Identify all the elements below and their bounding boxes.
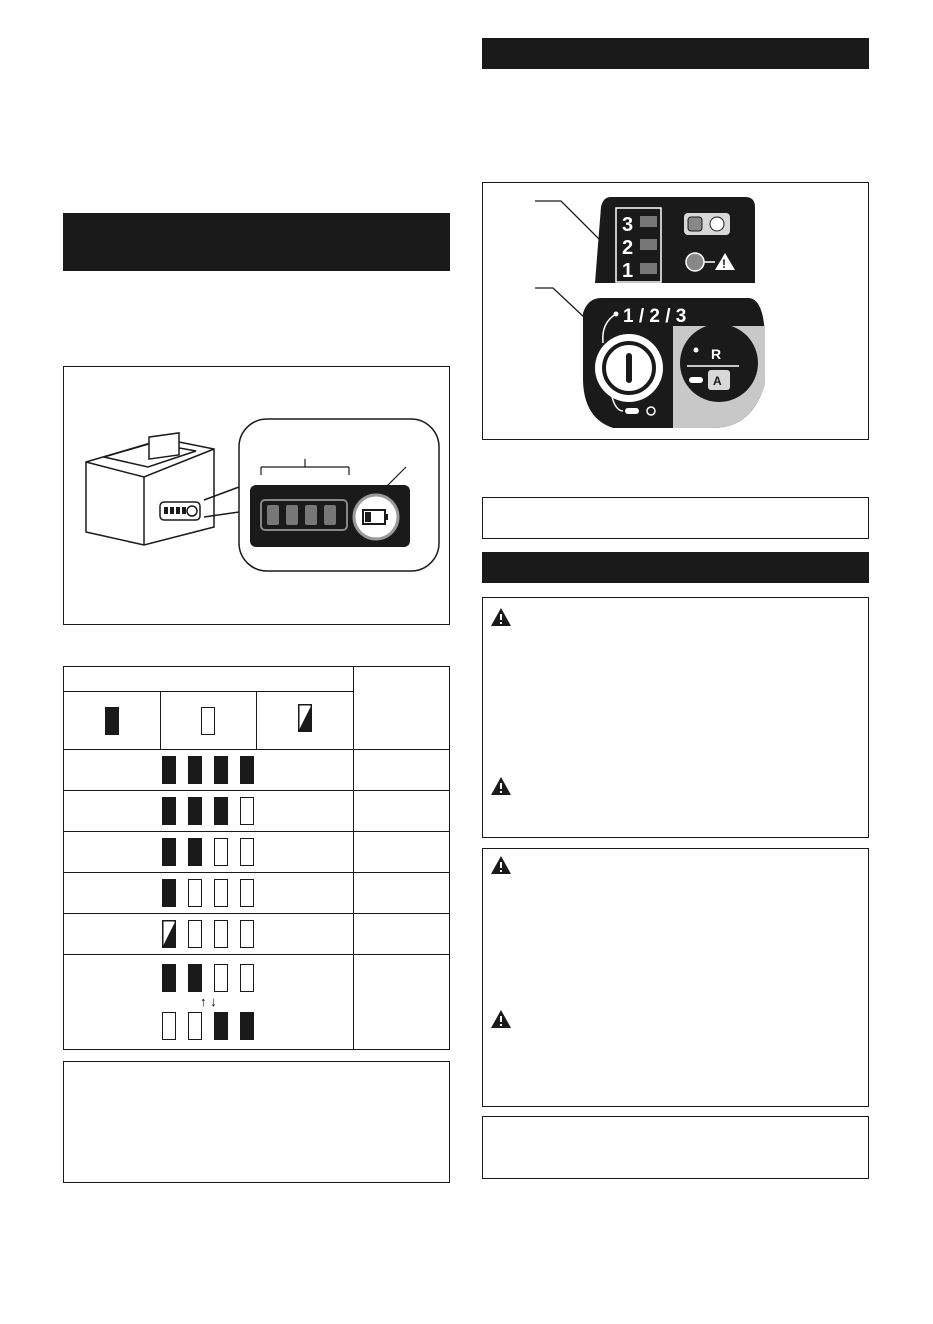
section-heading-bar-left: [63, 213, 450, 271]
table-header-remaining: [353, 667, 449, 750]
warning-triangle-icon: [490, 776, 512, 796]
control-panel-illustration: [483, 183, 867, 438]
speed-level-2: 2: [622, 237, 634, 259]
warning-box-2: [482, 848, 869, 1107]
legend-blinking: [257, 692, 353, 750]
warning-box-1: [482, 597, 869, 838]
note-box-left: [63, 1061, 450, 1183]
charger-illustration: [64, 367, 448, 623]
table-header-indicator: [64, 667, 354, 692]
battery-indicator-figure: [63, 366, 450, 625]
table-row-value: [353, 750, 449, 791]
table-row-value: [353, 832, 449, 873]
warning-triangle-icon: [490, 855, 512, 875]
table-row: [64, 873, 354, 914]
table-row-value: [353, 791, 449, 832]
half-cell-icon: [298, 704, 312, 732]
table-row: [64, 914, 354, 955]
reverse-rotation-icon: R: [711, 346, 722, 362]
half-cell-icon: [162, 920, 176, 948]
auto-stop-mode-icon: [710, 217, 724, 231]
section-heading-bar-right-2: [482, 552, 869, 583]
table-row: [64, 791, 354, 832]
table-row: [64, 750, 354, 791]
legend-lighted: [64, 692, 161, 750]
warning-triangle-icon: [490, 607, 512, 627]
table-row-value: [353, 873, 449, 914]
indicator-table: [63, 666, 450, 1050]
warning-triangle-icon: [490, 1009, 512, 1029]
table-row-value: [353, 955, 449, 1050]
swap-arrows: ↑ ↓: [199, 994, 217, 1009]
mode-label: 1 / 2 / 3: [623, 306, 687, 327]
speed-level-1: 1: [622, 260, 634, 282]
legend-off: [160, 692, 257, 750]
table-row: [64, 832, 354, 873]
speed-level-3: 3: [622, 214, 634, 236]
note-box-right-2: [482, 1116, 869, 1179]
note-box-right-1: [482, 497, 869, 539]
table-row-blink: [64, 955, 354, 1050]
section-heading-bar-right-1: [482, 38, 869, 69]
svg-text:!: !: [722, 257, 726, 271]
switch-panel-figure: [482, 182, 869, 440]
svg-text:A: A: [713, 374, 722, 388]
table-row-value: [353, 914, 449, 955]
